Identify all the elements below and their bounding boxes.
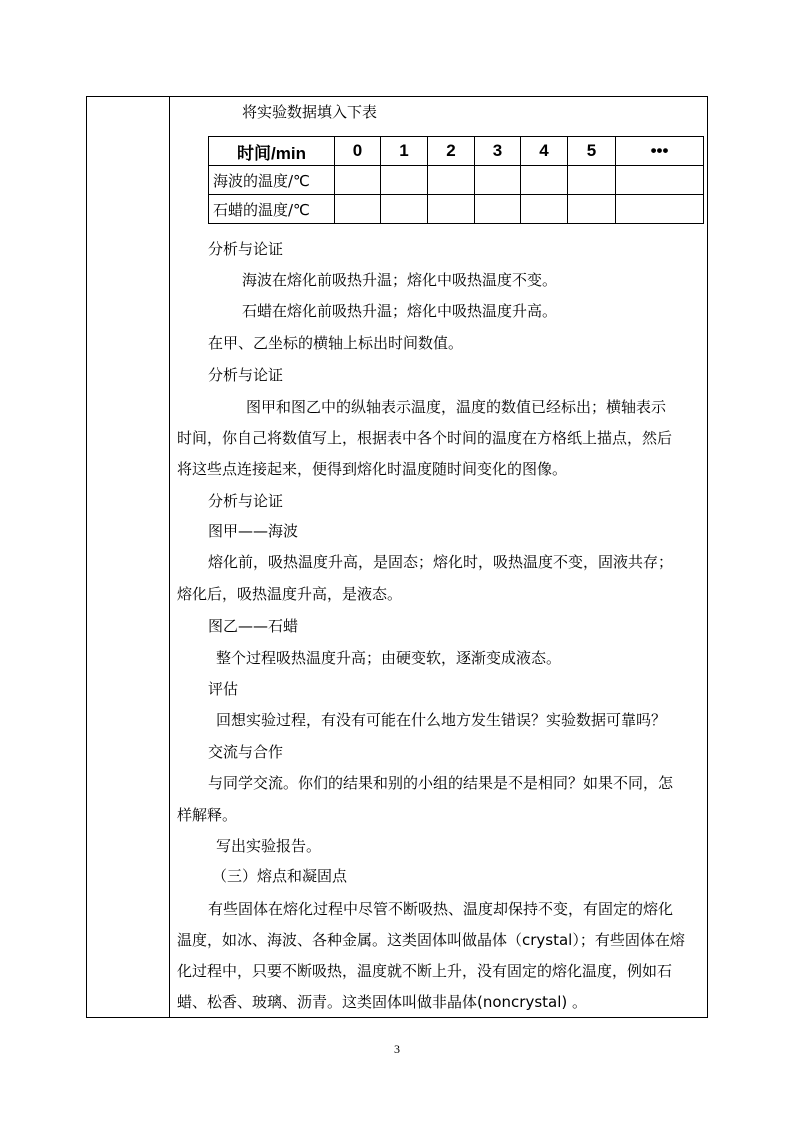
row-label: 海波的温度/℃	[209, 166, 335, 195]
column-divider	[169, 96, 170, 1018]
table-cell	[475, 166, 521, 195]
paragraph-line: 整个过程吸热温度升高；由硬变软，逐渐变成液态。	[216, 649, 562, 667]
table-row	[209, 195, 704, 224]
table-cell	[568, 195, 616, 224]
paragraph-line: 与同学交流。你们的结果和别的小组的结果是不是相同？如果不同，怎	[208, 774, 674, 792]
table-header-row	[209, 137, 704, 166]
table-cell	[568, 166, 616, 195]
section-heading: 分析与论证	[208, 366, 284, 384]
table-cell	[428, 166, 475, 195]
header-cell: •••	[616, 137, 704, 166]
table-cell	[521, 166, 568, 195]
section-heading: 分析与论证	[208, 492, 284, 510]
table-cell	[335, 166, 381, 195]
page-number: 3	[394, 1042, 400, 1056]
table-cell	[521, 195, 568, 224]
paragraph-line: 在甲、乙坐标的横轴上标出时间数值。	[208, 334, 464, 352]
section-heading: 评估	[208, 680, 239, 698]
header-cell: 1	[381, 137, 428, 166]
table-intro: 将实验数据填入下表	[242, 103, 378, 121]
table-cell	[475, 195, 521, 224]
paragraph-line: 图甲和图乙中的纵轴表示温度，温度的数值已经标出；横轴表示	[246, 398, 667, 416]
section-heading: 分析与论证	[208, 240, 284, 258]
paragraph-line: 熔化前，吸热温度升高，是固态；熔化时，吸热温度不变，固液共存；	[208, 553, 674, 571]
table-cell	[616, 195, 704, 224]
table-cell	[335, 195, 381, 224]
paragraph-line: 海波在熔化前吸热升温；熔化中吸热温度不变。	[242, 271, 558, 289]
paragraph-line: 时间，你自己将数值写上，根据表中各个时间的温度在方格纸上描点，然后	[177, 429, 673, 447]
table-row	[209, 166, 704, 195]
subheading: 图甲——海波	[208, 522, 299, 540]
header-cell: 3	[475, 137, 521, 166]
paragraph-line: 有些固体在熔化过程中尽管不断吸热、温度却保持不变，有固定的熔化	[208, 900, 674, 918]
paragraph-line: 化过程中，只要不断吸热，温度就不断上升，没有固定的熔化温度，例如石	[177, 962, 673, 980]
table-cell	[616, 166, 704, 195]
table-cell	[381, 195, 428, 224]
header-cell: 0	[335, 137, 381, 166]
paragraph-line: 熔化后，吸热温度升高，是液态。	[177, 585, 403, 603]
table-cell	[381, 166, 428, 195]
paragraph-line: 将这些点连接起来，便得到熔化时温度随时间变化的图像。	[177, 460, 568, 478]
paragraph-line: 写出实验报告。	[216, 837, 322, 855]
header-cell: 2	[428, 137, 475, 166]
paragraph-line: 温度，如冰、海波、各种金属。这类固体叫做晶体（crystal）；有些固体在熔	[177, 931, 685, 949]
paragraph-line: 样解释。	[177, 806, 238, 824]
header-cell: 时间/min	[209, 137, 335, 166]
paragraph-line: 回想实验过程，有没有可能在什么地方发生错误？实验数据可靠吗？	[216, 711, 667, 729]
table-cell	[428, 195, 475, 224]
section-heading: （三）熔点和凝固点	[212, 867, 348, 885]
data-table	[208, 136, 704, 224]
section-heading: 交流与合作	[208, 743, 284, 761]
row-label: 石蜡的温度/℃	[209, 195, 335, 224]
header-cell: 4	[521, 137, 568, 166]
subheading: 图乙——石蜡	[208, 617, 299, 635]
header-cell: 5	[568, 137, 616, 166]
paragraph-line: 蜡、松香、玻璃、沥青。这类固体叫做非晶体(noncrystal) 。	[177, 993, 588, 1011]
paragraph-line: 石蜡在熔化前吸热升温；熔化中吸热温度升高。	[242, 302, 558, 320]
